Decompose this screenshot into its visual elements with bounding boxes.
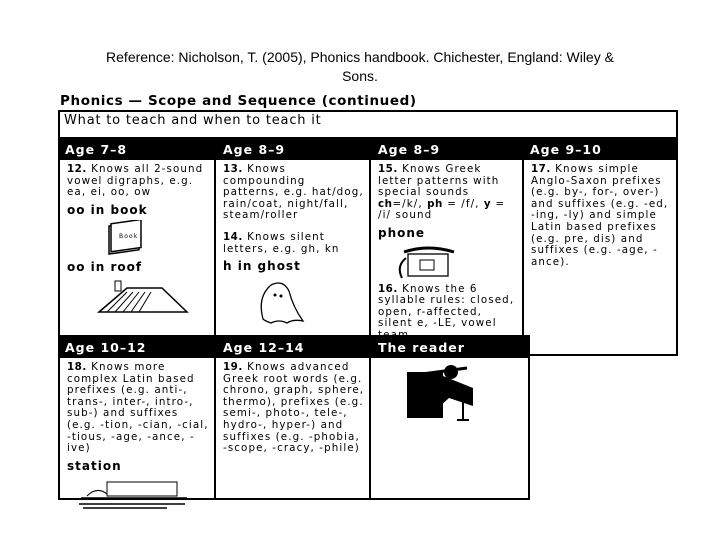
cell-age-10-12	[62, 359, 214, 513]
item-number: 12.	[67, 163, 87, 175]
pattern-y: y	[483, 197, 492, 210]
item-text: Knows silent letters, e.g. gh, kn	[223, 230, 340, 255]
item-text: Knows simple Anglo-Saxon prefixes (e.g. by-, for-, over-) and suffixes (e.g. -ed, -ing, -ly) and simple Latin based prefixes (e.g. pre, dis) and suffixes (e.g. -age, -ance).	[531, 163, 669, 268]
example-label: phone	[378, 225, 426, 240]
document-subtitle: What to teach and when to teach it	[64, 113, 322, 128]
column-header: Age 10–12	[65, 340, 147, 355]
train-station-icon	[67, 476, 207, 510]
cell-age-9-10	[526, 161, 676, 271]
item-text: Knows more complex Latin based prefixes (e.g. anti-, trans-, inter-, intro-, sub-) and suffixes (e.g. -tion, -cian, -cial, -tious, -age, -ance, -ive)	[67, 361, 209, 455]
example-label: station	[67, 458, 122, 473]
cell-age-8-9-a	[218, 161, 370, 330]
pattern-ph-sound: = /f/,	[447, 197, 480, 210]
item-number: 13.	[223, 163, 243, 175]
item-text: Knows compounding patterns, e.g. hat/dog, rain/coat, night/fall, steam/roller	[223, 163, 364, 222]
column-header: Age 9–10	[530, 142, 602, 157]
reference-line-2: Sons.	[342, 68, 378, 84]
column-header: Age 8–9	[223, 142, 286, 157]
cell-age-7-8	[62, 161, 214, 321]
item-text: Knows advanced Greek root words (e.g. chrono, graph, sphere, thermo), prefixes (e.g. semi-, photo-, tele-, hydro-, hyper-) and suffixes (e.g. -phobia, -scope, -cracy, -phile)	[223, 361, 365, 455]
item-text: Knows Greek letter patterns with special sounds	[378, 163, 500, 199]
pattern-y-sound: = /i/ sound	[378, 197, 506, 222]
item-text: Knows the 6 syllable rules: closed, open, r-affected, silent e, -LE, vowel	[378, 282, 515, 330]
reference-line-1: Reference: Nicholson, T. (2005), Phonics handbook. Chichester, England: Wiley &	[106, 49, 614, 65]
book-icon	[67, 220, 207, 256]
phone-icon	[378, 244, 518, 280]
ghost-icon	[223, 277, 363, 327]
pattern-ch: ch	[378, 197, 393, 210]
reference-citation	[20, 48, 700, 86]
example-label: oo in book	[67, 202, 148, 217]
roof-icon	[67, 278, 207, 318]
item-text: Knows all 2-sound vowel digraphs, e.g. ea, ei, oo, ow	[67, 163, 204, 199]
column-header: Age 8–9	[378, 142, 441, 157]
column-header: The reader	[378, 340, 465, 355]
document-title: Phonics — Scope and Sequence (continued)	[60, 93, 417, 109]
item-number: 19.	[223, 361, 243, 373]
cell-the-reader	[372, 359, 528, 425]
cell-age-8-9-b	[373, 161, 523, 345]
example-label: oo in roof	[67, 260, 143, 275]
column-header: Age 7–8	[65, 142, 128, 157]
column-header: Age 12–14	[223, 340, 305, 355]
pattern-ch-sound: =/k/,	[392, 197, 423, 210]
item-number: 17.	[531, 163, 551, 175]
item-number: 14.	[223, 230, 243, 243]
cell-age-12-14	[218, 359, 370, 458]
item-number: 18.	[67, 361, 87, 373]
reader-at-desk-icon	[377, 362, 527, 422]
item-number: 15.	[378, 163, 398, 175]
item-number: 16.	[378, 282, 398, 295]
example-label: h in ghost	[223, 259, 301, 274]
pattern-ph: ph	[427, 197, 443, 210]
svg-text:Book: Book	[119, 233, 139, 241]
